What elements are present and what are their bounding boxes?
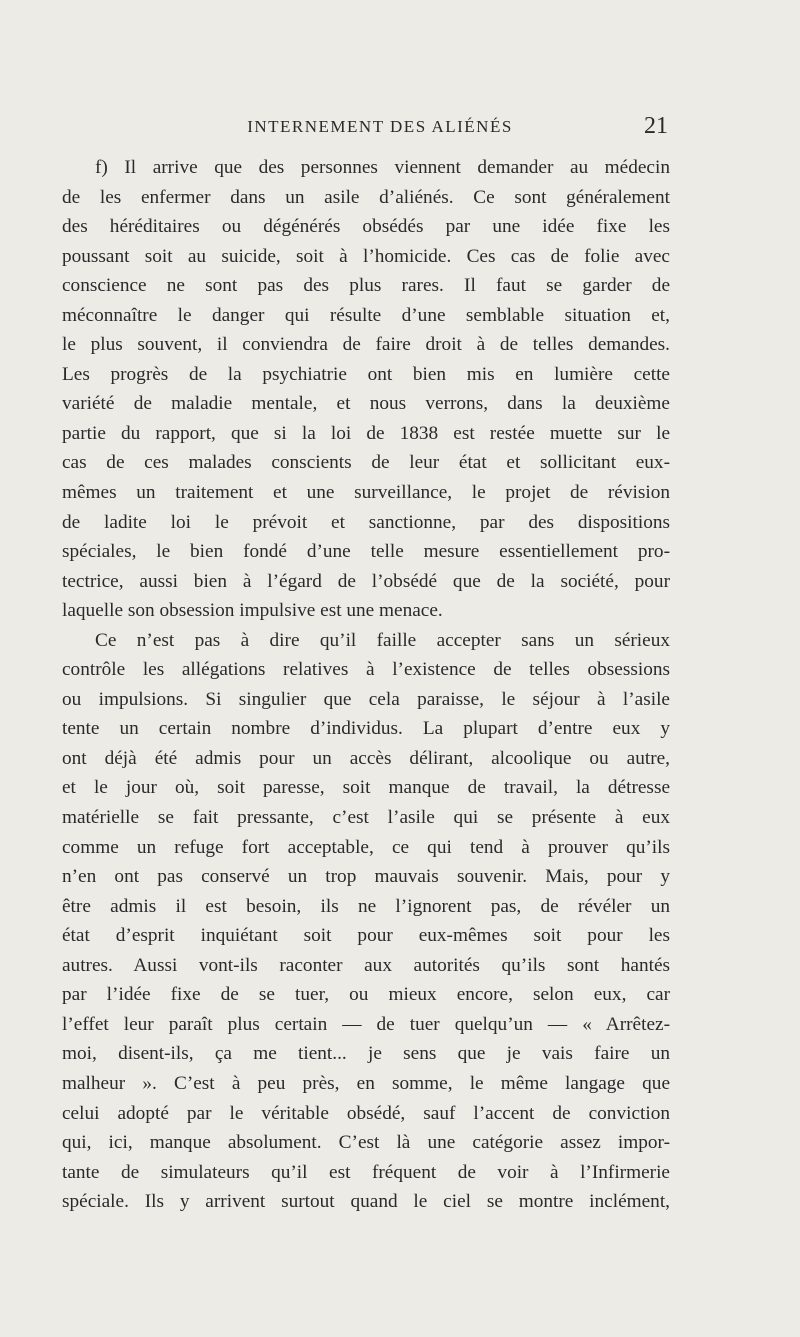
text-line: f) Il arrive que des personnes viennent demander au médecin [95,157,670,178]
text-line: n’en ont pas conservé un trop mauvais souvenir. Mais, pour y [62,866,670,888]
text-line: tectrice, aussi bien à l’égard de l’obsédé que de la société, pour [62,570,670,592]
text-line: laquelle son obsession impulsive est une menace. [62,600,443,622]
text-line: des héréditaires ou dégénérés obsédés par une idée fixe les [62,216,670,238]
text-line: état d’esprit inquiétant soit pour eux-mêmes soit pour les [62,925,670,947]
text-line: tante de simulateurs qu’il est fréquent de voir à l’Infirmerie [62,1161,670,1183]
text-line: contrôle les allégations relatives à l’existence de telles obsessions [62,659,670,681]
text-line: poussant soit au suicide, soit à l’homicide. Ces cas de folie avec [62,245,670,267]
page-number: 21 [644,113,668,139]
text-line: par l’idée fixe de se tuer, ou mieux encore, selon eux, car [62,984,670,1006]
text-line: méconnaître le danger qui résulte d’une semblable situation et, [62,304,670,326]
text-line: Les progrès de la psychiatrie ont bien mis en lumière cette [62,363,670,385]
text-line: être admis il est besoin, ils ne l’ignorent pas, de révéler un [62,895,670,917]
text-line: malheur ». C’est à peu près, en somme, le même langage que [62,1072,670,1094]
body-text [62,153,670,1217]
page-header [62,113,668,147]
text-line: matérielle se fait pressante, c’est l’asile qui se présente à eux [62,807,670,829]
text-line: comme un refuge fort acceptable, ce qui tend à prouver qu’ils [62,836,670,858]
text-line: partie du rapport, que si la loi de 1838 est restée muette sur le [62,422,670,444]
text-line: de ladite loi le prévoit et sanctionne, par des dispositions [62,511,670,533]
text-line: spéciale. Ils y arrivent surtout quand le ciel se montre inclément, [62,1191,670,1213]
text-line: tente un certain nombre d’individus. La plupart d’entre eux y [62,718,670,740]
text-line: cas de ces malades conscients de leur état et sollicitant eux- [62,452,670,474]
text-line: autres. Aussi vont-ils raconter aux autorités qu’ils sont hantés [62,954,670,976]
text-line: variété de maladie mentale, et nous verrons, dans la deuxième [62,393,670,415]
running-title: INTERNEMENT DES ALIÉNÉS [247,117,513,136]
text-line: et le jour où, soit paresse, soit manque de travail, la détresse [62,777,670,799]
text-line: ou impulsions. Si singulier que cela paraisse, le séjour à l’asile [62,688,670,710]
text-line: moi, disent-ils, ça me tient... je sens que je vais faire un [62,1043,670,1065]
text-line: l’effet leur paraît plus certain — de tuer quelqu’un — « Arrêtez- [62,1013,670,1035]
text-line: qui, ici, manque absolument. C’est là une catégorie assez impor- [62,1132,670,1154]
text-line: de les enfermer dans un asile d’aliénés. Ce sont généralement [62,186,670,208]
text-line: ont déjà été admis pour un accès délirant, alcoolique ou autre, [62,747,670,769]
text-line: conscience ne sont pas des plus rares. Il faut se garder de [62,275,670,297]
text-line: celui adopté par le véritable obsédé, sauf l’accent de conviction [62,1102,670,1124]
text-line: le plus souvent, il conviendra de faire droit à de telles demandes. [62,334,670,356]
text-line: mêmes un traitement et une surveillance, le projet de révision [62,482,670,504]
text-line: Ce n’est pas à dire qu’il faille accepter sans un sérieux [95,629,670,651]
text-line: spéciales, le bien fondé d’une telle mesure essentiellement pro- [62,541,670,563]
